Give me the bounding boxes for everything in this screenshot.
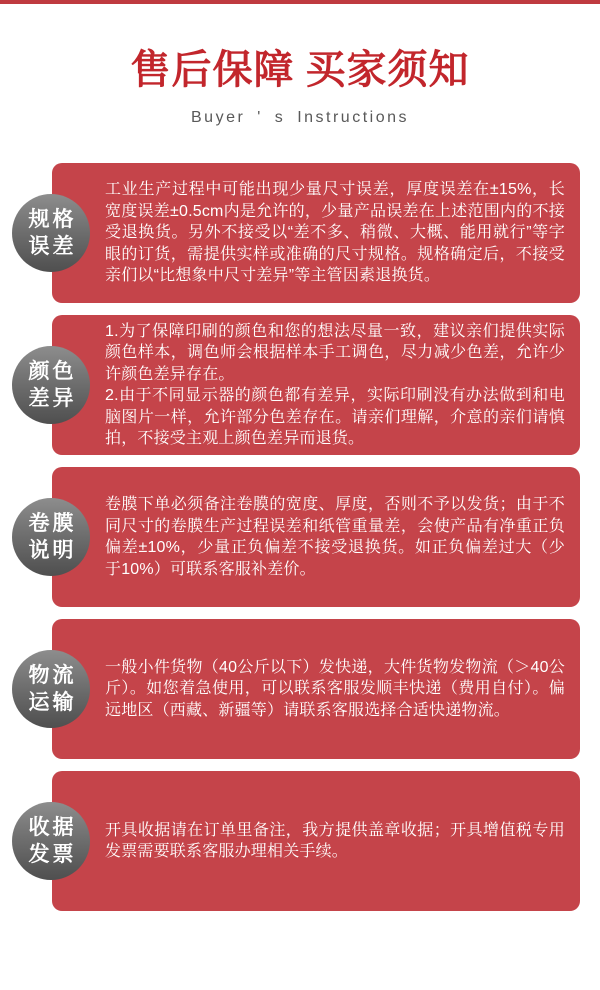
section-paragraph: 一般小件货物（40公斤以下）发快递，大件货物发物流（＞40公斤）。如您着急使用，可以联系客服发顺丰快递（费用自付）。偏远地区（西藏、新疆等）请联系客服选择合适快递物流。: [105, 658, 565, 719]
section-receipt-invoice: [28, 771, 580, 911]
section-roll-film-notes: [28, 467, 580, 607]
receipt-invoice-badge: [12, 802, 90, 880]
spec-tolerance-badge: [12, 194, 90, 272]
badge-label-line: 颜色: [28, 360, 77, 383]
badge-label-line: 运输: [28, 691, 77, 714]
badge-label-line: 卷膜: [28, 512, 77, 535]
section-spec-tolerance: [28, 163, 580, 303]
section-text-body: [52, 657, 580, 722]
badge-label-line: 收据: [28, 816, 77, 839]
badge-label-line: 发票: [28, 843, 77, 866]
badge-label-line: 误差: [28, 235, 77, 258]
section-paragraph: 开具收据请在订单里备注，我方提供盖章收据；开具增值税专用发票需要联系客服办理相关手续。: [105, 821, 565, 860]
header: [0, 4, 600, 127]
badge-label-line: 物流: [28, 664, 77, 687]
section-text-body: [52, 494, 580, 580]
page-title: 售后保障 买家须知: [130, 47, 470, 92]
section-text-body: [52, 820, 580, 863]
section-paragraph: 1.为了保障印刷的颜色和您的想法尽量一致，建议亲们提供实际颜色样本，调色师会根据样本手工调色，尽力减少色差，允许少许颜色差异存在。: [105, 322, 565, 383]
section-paragraph: 2.由于不同显示器的颜色都有差异，实际印刷没有办法做到和电脑图片一样，允许部分色差存在。请亲们理解，介意的亲们请慎拍，不接受主观上颜色差异而退货。: [105, 387, 565, 447]
section-logistics: [28, 619, 580, 759]
section-text-body: [52, 321, 580, 450]
badge-label-line: 差异: [28, 387, 77, 410]
sections-list: [0, 163, 600, 911]
roll-film-badge: [12, 498, 90, 576]
section-text-body: [52, 179, 580, 287]
page-subtitle: Buyer ' s Instructions: [191, 109, 409, 126]
badge-label-line: 规格: [28, 208, 77, 231]
section-paragraph: 卷膜下单必须备注卷膜的宽度、厚度，否则不予以发货；由于不同尺寸的卷膜生产过程误差和纸管重量差，会使产品有净重正负偏差±10%，少量正负偏差不接受退换货。如正负偏差过大（少于10%）可联系客服补差价。: [105, 496, 565, 578]
section-paragraph: 工业生产过程中可能出现少量尺寸误差，厚度误差在±15%，长宽度误差±0.5cm内是允许的，少量产品误差在上述范围内的不接受退换货。另外不接受以“差不多、稍微、大概、能用就行”等字眼的订货，需提供实样或准确的尺寸规格。规格确定后，不接受亲们以“比想象中尺寸差异”等主管因素退换货。: [105, 181, 565, 285]
logistics-badge: [12, 650, 90, 728]
section-color-difference: [28, 315, 580, 455]
color-difference-badge: [12, 346, 90, 424]
badge-label-line: 说明: [28, 539, 77, 562]
